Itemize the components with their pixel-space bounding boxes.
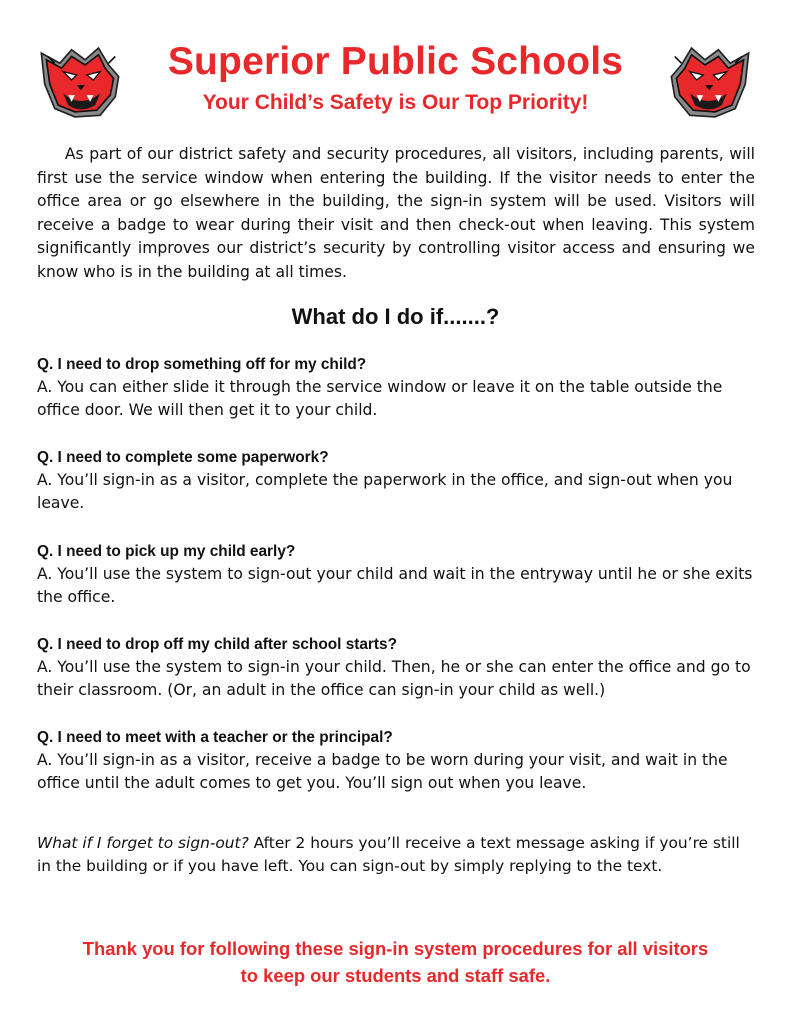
faq-answer: A. You can either slide it through the service window or leave it on the table outside the office door. We will then get it to your child. bbox=[37, 378, 723, 420]
page-subtitle: Your Child’s Safety is Our Top Priority! bbox=[202, 91, 589, 114]
faq-question: Q. I need to drop off my child after school starts? bbox=[37, 636, 398, 653]
note-lead: What if I forget to sign-out? bbox=[37, 834, 249, 852]
faq-answer: A. You’ll use the system to sign-out your child and wait in the entryway until he or she exits the office. bbox=[37, 565, 753, 607]
closing-line-2: to keep our students and staff safe. bbox=[240, 965, 551, 986]
closing-line-1: Thank you for following these sign-in system procedures for all visitors bbox=[82, 938, 709, 959]
intro-paragraph bbox=[37, 143, 755, 285]
note-text: After 2 hours you’ll receive a text message asking if you’re still in the building or if you have left. You can sign-out by simply replying to the text. bbox=[37, 834, 740, 876]
faq-answer: A. You’ll sign-in as a visitor, receive a badge to be worn during your visit, and wait in the office until the adult comes to get you. You’ll sign out when you leave. bbox=[37, 751, 728, 793]
faq-item bbox=[37, 726, 755, 796]
faq-question: Q. I need to pick up my child early? bbox=[37, 543, 296, 560]
sign-out-note bbox=[37, 832, 755, 879]
page-title: Superior Public Schools bbox=[167, 40, 624, 83]
faq-item bbox=[37, 446, 755, 516]
faq-item bbox=[37, 540, 755, 610]
intro-text: As part of our district safety and security procedures, all visitors, including parents, will first use the service window when entering the building. If the visitor needs to enter the office area or go elsewhere in the building, the sign-in system will be used. Visitors will receive a badge to wear during their visit and then check-out when leaving. This system significantly improves our district’s security by controlling visitor access and ensuring we know who is in the building at all times. bbox=[37, 145, 755, 281]
faq-question: Q. I need to meet with a teacher or the principal? bbox=[37, 729, 393, 746]
faq-answer: A. You’ll sign-in as a visitor, complete the paperwork in the office, and sign-out when you leave. bbox=[37, 471, 733, 513]
faq-heading: What do I do if.......? bbox=[291, 304, 500, 329]
faq-question: Q. I need to complete some paperwork? bbox=[37, 449, 329, 466]
faq-answer: A. You’ll use the system to sign-in your child. Then, he or she can enter the office and go to their classroom. (Or, an adult in the office can sign-in your child as well.) bbox=[37, 658, 751, 700]
faq-item bbox=[37, 633, 755, 703]
faq-question: Q. I need to drop something off for my child? bbox=[37, 356, 367, 373]
closing-message bbox=[0, 935, 791, 989]
faq-item bbox=[37, 353, 755, 423]
